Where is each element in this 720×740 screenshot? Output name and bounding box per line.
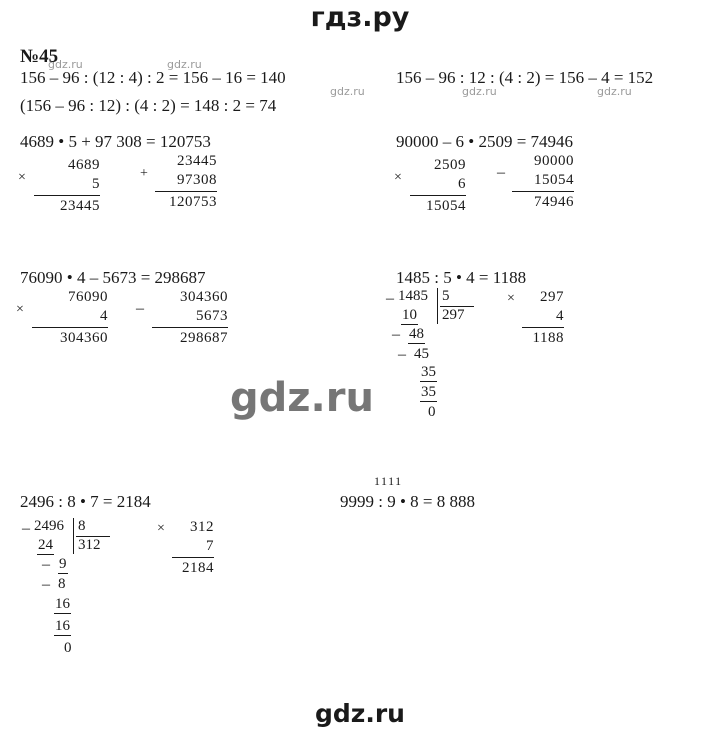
division-step-1: 24: [38, 537, 53, 553]
expression-line-9: 9999 : 9 • 8 = 8 888: [340, 492, 476, 511]
carry-digits-9999: 1111: [374, 474, 403, 488]
division-remainder: 0: [64, 640, 72, 656]
operand-bottom: 97308: [155, 171, 217, 192]
expression-line-3: (156 – 96 : 12) : (4 : 2) = 148 : 2 = 74: [20, 96, 277, 115]
subtraction-sign: –: [392, 326, 400, 343]
calc-result: 15054: [426, 197, 466, 214]
multiplication-sign: ×: [18, 170, 26, 185]
multiplication-sign: ×: [157, 521, 165, 536]
expression-line-8: 2496 : 8 • 7 = 2184: [20, 492, 151, 511]
operand-top: 76090: [68, 289, 108, 305]
operand-top: 312: [190, 519, 214, 535]
division-step-4: 35: [421, 364, 436, 380]
division-step-3: 8: [58, 576, 66, 592]
dividend: 1485: [398, 288, 428, 304]
expression-line-1: 156 – 96 : (12 : 4) : 2 = 156 – 16 = 140: [20, 68, 286, 87]
subtraction-sign: –: [497, 164, 505, 181]
division-step-3: 45: [414, 346, 429, 362]
division-step-5: 35: [421, 384, 436, 400]
calc-result: 74946: [534, 193, 574, 210]
quotient: 297: [442, 307, 465, 323]
column-calc-4689-times-5: [18, 156, 100, 215]
operand-bottom: 6: [410, 175, 466, 196]
division-vertical-bar: [437, 288, 438, 324]
operand-bottom: 4: [522, 307, 564, 328]
subtraction-sign: –: [398, 346, 406, 363]
division-step-1: 10: [402, 307, 417, 323]
column-calc-297-times-4: [507, 288, 564, 347]
addition-sign: +: [140, 166, 148, 181]
subtraction-sign: –: [136, 300, 144, 317]
calc-result: 23445: [60, 197, 100, 214]
operand-top: 4689: [68, 157, 100, 173]
operand-top: 304360: [180, 289, 228, 305]
watermark-small: gdz.ru: [167, 58, 202, 71]
divisor: 5: [442, 288, 450, 304]
subtraction-sign: –: [22, 520, 30, 537]
watermark-center: gdz.ru: [230, 375, 374, 421]
operand-bottom: 7: [172, 537, 214, 558]
column-calc-23445-plus-97308: [140, 152, 217, 211]
multiplication-sign: ×: [16, 302, 24, 317]
dividend: 2496: [34, 518, 64, 534]
column-calc-76090-times-4: [16, 288, 108, 347]
multiplication-sign: ×: [394, 170, 402, 185]
calc-result: 298687: [180, 329, 228, 346]
expression-line-7: 1485 : 5 • 4 = 1188: [396, 268, 527, 287]
task-number: №45: [20, 46, 59, 67]
operand-bottom: 15054: [512, 171, 574, 192]
division-vertical-bar: [73, 518, 74, 554]
subtraction-sign: –: [42, 556, 50, 573]
watermark-small: gdz.ru: [597, 85, 632, 98]
subtraction-sign: –: [42, 576, 50, 593]
calc-result: 2184: [182, 559, 214, 576]
expression-line-5: 90000 – 6 • 2509 = 74946: [396, 132, 574, 151]
column-calc-90000-minus-15054: [497, 152, 574, 211]
multiplication-sign: ×: [507, 291, 515, 306]
operand-top: 90000: [534, 153, 574, 169]
operand-top: 297: [540, 289, 564, 305]
expression-line-6: 76090 • 4 – 5673 = 298687: [20, 268, 206, 287]
expression-line-4: 4689 • 5 + 97 308 = 120753: [20, 132, 211, 151]
division-step-2: 9: [59, 556, 67, 572]
division-remainder: 0: [428, 404, 436, 420]
watermark-top: гдз.ру: [310, 2, 410, 33]
subtraction-sign: –: [386, 290, 394, 307]
watermark-small: gdz.ru: [48, 58, 83, 71]
column-calc-2509-times-6: [394, 156, 466, 215]
watermark-bottom: gdz.ru: [315, 699, 405, 728]
operand-bottom: 4: [32, 307, 108, 328]
divisor: 8: [78, 518, 86, 534]
column-calc-304360-minus-5673: [136, 288, 228, 347]
quotient: 312: [78, 537, 101, 553]
division-step-2: 48: [409, 326, 424, 342]
calc-result: 304360: [60, 329, 108, 346]
operand-bottom: 5: [34, 175, 100, 196]
long-division-2496-by-8: [22, 518, 158, 678]
calc-result: 120753: [169, 193, 217, 210]
watermark-small: gdz.ru: [462, 85, 497, 98]
operand-top: 2509: [434, 157, 466, 173]
operand-bottom: 5673: [152, 307, 228, 328]
expression-line-2: 156 – 96 : 12 : (4 : 2) = 156 – 4 = 152: [396, 68, 654, 87]
division-step-4: 16: [55, 596, 70, 612]
operand-top: 23445: [177, 153, 217, 169]
column-calc-312-times-7: [157, 518, 214, 577]
long-division-1485-by-5: [386, 288, 512, 438]
division-step-5: 16: [55, 618, 70, 634]
calc-result: 1188: [532, 329, 564, 346]
watermark-small: gdz.ru: [330, 85, 365, 98]
